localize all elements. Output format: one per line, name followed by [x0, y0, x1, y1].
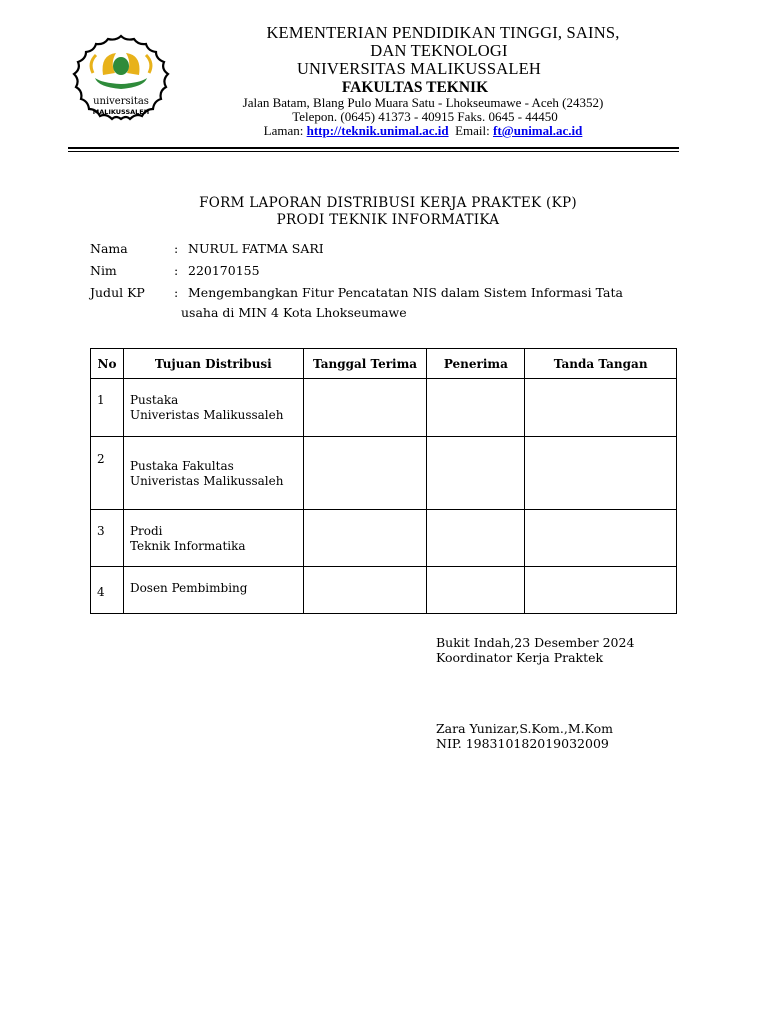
form-title: FORM LAPORAN DISTRIBUSI KERJA PRAKTEK (KP)	[199, 195, 577, 211]
cell-penerima[interactable]	[427, 567, 525, 614]
logo-gold-arc-right	[146, 55, 151, 73]
cell-tanda-tangan[interactable]	[525, 567, 677, 614]
nim-label: Nim	[90, 263, 117, 278]
header-tanda-tangan: Tanda Tangan	[525, 349, 677, 379]
row-destination	[123, 379, 303, 437]
table-row	[91, 437, 677, 510]
nim-value: 220170155	[188, 263, 260, 278]
ministry-line-2: DAN TEKNOLOGI	[370, 41, 508, 60]
header-no: No	[91, 349, 124, 379]
destination-line-1: Pustaka Fakultas	[129, 459, 234, 473]
destination-line-2: Univeristas Malikussaleh	[129, 474, 284, 488]
cell-tanggal-terima[interactable]	[303, 510, 427, 567]
faculty-name: FAKULTAS TEKNIK	[341, 79, 489, 96]
ministry-line-1: KEMENTERIAN PENDIDIKAN TINGGI, SAINS,	[266, 23, 620, 42]
form-subtitle: PRODI TEKNIK INFORMATIKA	[276, 212, 500, 228]
judul-value-line-2: usaha di MIN 4 Kota Lhokseumawe	[181, 305, 407, 320]
row-no: 4	[91, 567, 124, 614]
judul-label: Judul KP	[90, 285, 145, 300]
university-name: UNIVERSITAS MALIKUSSALEH	[296, 59, 542, 78]
judul-value-line-1: Mengembangkan Fitur Pencatatan NIS dalam Sistem Informasi Tata	[188, 285, 623, 300]
nama-label: Nama	[90, 241, 128, 256]
cell-tanggal-terima[interactable]	[303, 437, 427, 510]
signature-place-date: Bukit Indah,23 Desember 2024	[436, 635, 635, 650]
row-no: 2	[91, 437, 124, 510]
table-header-row	[91, 349, 677, 379]
email-label: Email:	[455, 123, 490, 138]
table-row	[91, 510, 677, 567]
cell-tanggal-terima[interactable]	[303, 567, 427, 614]
distribution-table	[90, 348, 677, 614]
nama-value: NURUL FATMA SARI	[188, 241, 324, 256]
web-link[interactable]: http://teknik.unimal.ac.id	[306, 123, 449, 138]
cell-tanggal-terima[interactable]	[303, 379, 427, 437]
destination-line-2: Teknik Informatika	[129, 539, 246, 553]
contact-line	[180, 123, 666, 139]
cell-penerima[interactable]	[427, 437, 525, 510]
logo-text-bottom: MALIKUSSALEH	[92, 108, 150, 116]
logo-green-center	[113, 57, 129, 75]
row-destination	[123, 437, 303, 510]
nim-sep: :	[174, 263, 179, 278]
row-no: 3	[91, 510, 124, 567]
destination-line-1: Pustaka	[129, 393, 179, 407]
logo-gold-arc-left	[91, 55, 96, 73]
logo-text-top: universitas	[93, 96, 149, 107]
destination-line-1: Dosen Pembimbing	[129, 581, 248, 595]
header-tanggal: Tanggal Terima	[303, 349, 427, 379]
header-tujuan: Tujuan Distribusi	[123, 349, 303, 379]
letterhead-divider-thick	[68, 147, 679, 149]
header-penerima: Penerima	[427, 349, 525, 379]
destination-line-1: Prodi	[129, 524, 163, 538]
signature-name: Zara Yunizar,S.Kom.,M.Kom	[436, 721, 613, 736]
university-logo	[60, 33, 182, 131]
judul-sep: :	[174, 285, 179, 300]
row-no: 1	[91, 379, 124, 437]
cell-tanda-tangan[interactable]	[525, 437, 677, 510]
cell-penerima[interactable]	[427, 379, 525, 437]
table-row	[91, 567, 677, 614]
cell-penerima[interactable]	[427, 510, 525, 567]
web-label: Laman:	[263, 123, 304, 138]
phone-line: Telepon. (0645) 41373 - 40915 Faks. 0645 - 44450	[292, 109, 558, 124]
nama-sep: :	[174, 241, 179, 256]
cell-tanda-tangan[interactable]	[525, 379, 677, 437]
destination-line-2: Univeristas Malikussaleh	[129, 408, 284, 422]
signature-role: Koordinator Kerja Praktek	[436, 650, 604, 665]
table-row	[91, 379, 677, 437]
email-link[interactable]: ft@unimal.ac.id	[492, 123, 583, 138]
row-destination	[123, 567, 303, 614]
cell-tanda-tangan[interactable]	[525, 510, 677, 567]
row-destination	[123, 510, 303, 567]
letterhead-divider-thin	[68, 151, 679, 152]
address-line: Jalan Batam, Blang Pulo Muara Satu - Lhokseumawe - Aceh (24352)	[242, 95, 604, 110]
signature-nip: NIP. 198310182019032009	[436, 736, 609, 751]
logo-green-base	[95, 78, 147, 89]
